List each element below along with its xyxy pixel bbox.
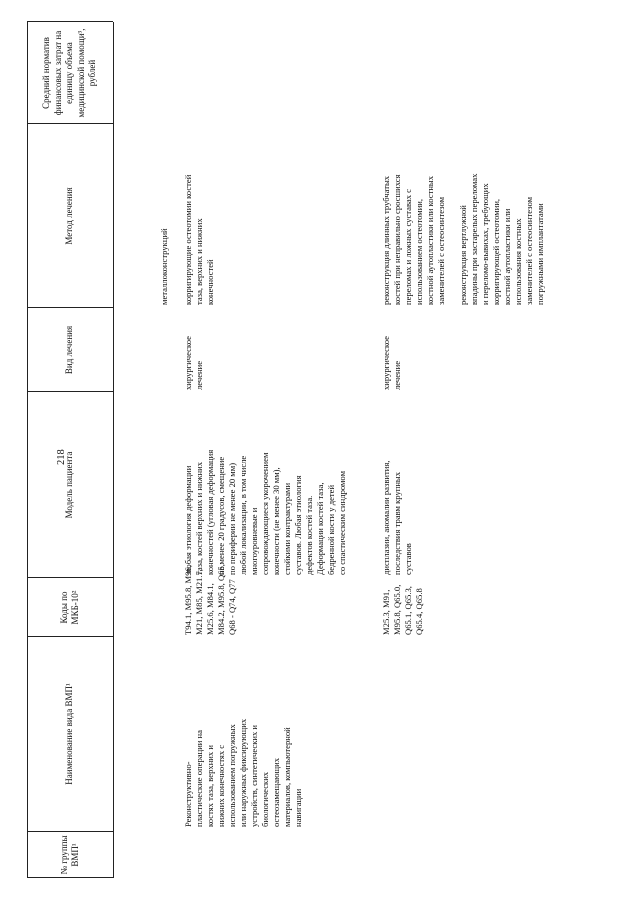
- header-col-method: Метод лечения: [64, 187, 75, 245]
- col-divider-2: [27, 636, 113, 637]
- row2-method-2: реконструкция вертлужной впадины при застарелых переломах и переломо-вывихах, требующих корригирующей остеотомии, костной аутопластики или использования костных заменителей с остеосинтезом погружными имплантатами: [458, 173, 545, 305]
- col-divider-5: [27, 307, 113, 308]
- row1-codes: T94.1, M95.8, M96, M21, M85, M21.7, M25.6, M84.1, M84.2, M95.8, Q65, Q68 - Q74, Q77: [183, 564, 237, 635]
- col-divider-3: [27, 577, 113, 578]
- row1-method: корригирующие остеотомии костей таза, верхних и нижних конечностей: [183, 174, 215, 305]
- table-right-rule: [27, 21, 113, 22]
- row1-name: Реконструктивно- пластические операции на костях таза, верхних и нижних конечностях с использованием погружных или наружных фиксирующих устройств, синтетических и биологических остеозамещающих материалов, компьютерной навигации: [183, 718, 303, 827]
- col-divider-4: [27, 391, 113, 392]
- row1-treatment-type: хирургическое лечение: [183, 336, 204, 390]
- table-left-rule: [27, 877, 113, 878]
- header-col-cost: Средний норматив финансовых затрат на единицу объема медицинской помощи³, рублей: [41, 28, 98, 118]
- row2-method-1: реконструкция длинных трубчатых костей при неправильно сросшихся переломах и ложных суставах с использованием остеотомии, костной аутопластики или костных заменителей с остеосинтезом: [381, 174, 446, 305]
- header-col-name: Наименование вида ВМП¹: [64, 683, 75, 785]
- row1-model: любая этиология деформации таза, костей верхних и нижних конечностей (угловая деформация не менее 20 градусов, смещение по периферии не менее 20 мм) любой локализации, в том числе многоуровневые и сопровождающиеся укорочением конечности (не менее 30 мм), стойкими контрактурами суставов. Любая этиология дефектов костей таза. Деформации костей таза, бедренной кости у детей со спастическим синдромом: [183, 449, 347, 575]
- row1-method-continuation: металлоконструкций: [159, 228, 169, 305]
- header-bottom-rule: [113, 22, 114, 878]
- row2-codes: M25.3, M91, M95.8, Q65.0, Q65.1, Q65.3, Q65.4, Q65.8: [381, 584, 424, 635]
- header-col-number: № группы ВМП¹: [58, 835, 80, 875]
- row2-treatment-type: хирургическое лечение: [381, 336, 402, 390]
- row2-model: дисплазии, аномалии развития, последствия травм крупных суставов: [381, 460, 413, 575]
- page-number: 218: [56, 449, 67, 465]
- header-col-model: Модель пациента: [64, 451, 75, 519]
- header-col-codes: Коды по МКБ-10²: [58, 590, 80, 625]
- col-divider-1: [27, 831, 113, 832]
- header-col-type: Вид лечения: [64, 325, 75, 375]
- col-divider-6: [27, 123, 113, 124]
